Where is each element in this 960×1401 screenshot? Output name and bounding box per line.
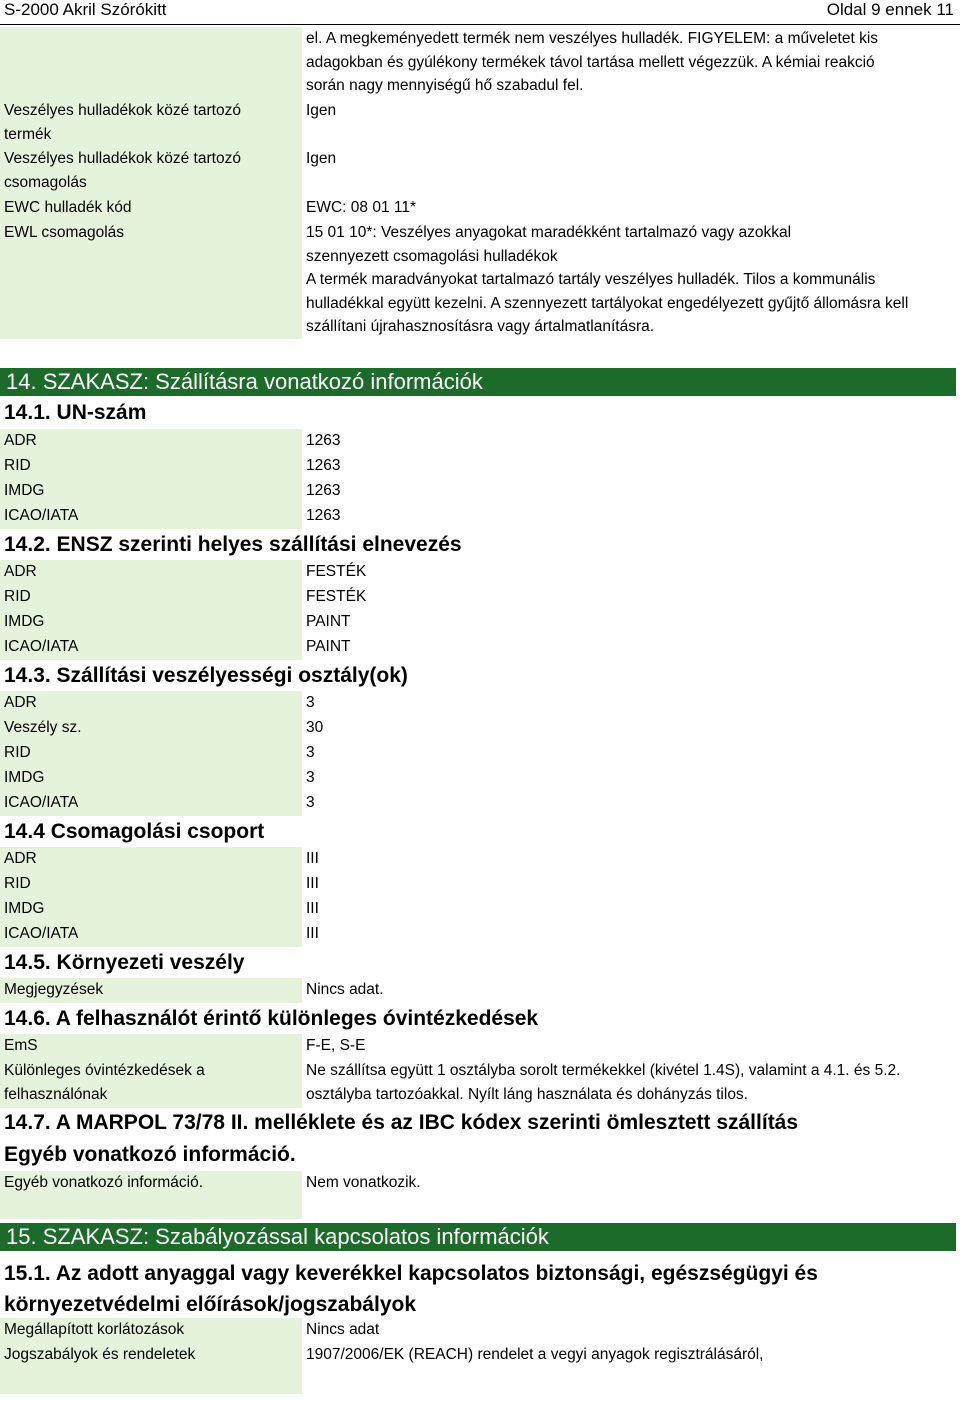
subsection-14-6-title: 14.6. A felhasználót érintő különleges óvintézkedések bbox=[4, 1007, 539, 1030]
class-adr-label: ADR bbox=[4, 694, 37, 711]
subsection-14-2-title: 14.2. ENSZ szerinti helyes szállítási elnevezés bbox=[4, 533, 462, 556]
un-adr-value: 1263 bbox=[306, 432, 341, 449]
class-imdg-value: 3 bbox=[306, 769, 315, 786]
class-icao-value: 3 bbox=[306, 794, 315, 811]
restrictions-label: Megállapított korlátozások bbox=[4, 1321, 185, 1338]
subsection-14-3-title: 14.3. Szállítási veszélyességi osztály(ok) bbox=[4, 664, 408, 687]
section-14-header bbox=[0, 368, 956, 396]
header-divider bbox=[0, 24, 960, 25]
un-icao-value: 1263 bbox=[306, 507, 341, 524]
env-remarks-value: Nincs adat. bbox=[306, 981, 384, 998]
name-rid-label: RID bbox=[4, 588, 31, 605]
un-rid-label: RID bbox=[4, 457, 31, 474]
ems-label: EmS bbox=[4, 1037, 38, 1054]
ewl-packaging-note: A termék maradványokat tartalmazó tartály veszélyes hulladék. Tilos a kommunális hulladékkal együtt kezelni. A szennyezett tartályokat engedélyezett gyűjtő állomásra kell szállítani újrahasznosításra vagy ártalmatlanításra. bbox=[306, 271, 909, 335]
subsection-14-1-title: 14.1. UN-szám bbox=[4, 401, 147, 424]
env-remarks-label: Megjegyzések bbox=[4, 981, 104, 998]
page-header bbox=[0, 0, 960, 24]
ems-value: F-E, S-E bbox=[306, 1037, 366, 1054]
un-rid-value: 1263 bbox=[306, 457, 341, 474]
pack-icao-label: ICAO/IATA bbox=[4, 925, 79, 942]
regulations-value: 1907/2006/EK (REACH) rendelet a vegyi anyagok regisztrálásáról, bbox=[306, 1346, 764, 1363]
class-rid-value: 3 bbox=[306, 744, 315, 761]
hazardous-waste-product-label: Veszélyes hulladékok közé tartozó termék bbox=[4, 102, 241, 143]
hazardous-waste-packaging-label: Veszélyes hulladékok közé tartozó csomagolás bbox=[4, 150, 241, 191]
restrictions-value: Nincs adat bbox=[306, 1321, 380, 1338]
un-icao-label: ICAO/IATA bbox=[4, 507, 79, 524]
other-info-value: Nem vonatkozik. bbox=[306, 1174, 421, 1191]
section-15-title: 15. SZAKASZ: Szabályozással kapcsolatos információk bbox=[6, 1224, 549, 1249]
waste-notes: el. A megkeményedett termék nem veszélyes hulladék. FIGYELEM: a műveletet kis adagokban és gyúlékony termékek távol tartása mellett végezzük. A kémiai reakció során nagy mennyiségű hő szabadul fel. bbox=[306, 30, 879, 94]
other-info-title: Egyéb vonatkozó információ. bbox=[4, 1143, 296, 1166]
class-adr-value: 3 bbox=[306, 694, 315, 711]
un-adr-label: ADR bbox=[4, 432, 37, 449]
pack-adr-label: ADR bbox=[4, 850, 37, 867]
other-info-label: Egyéb vonatkozó információ. bbox=[4, 1174, 204, 1191]
page-number: Oldal 9 ennek 11 bbox=[826, 0, 954, 19]
un-imdg-value: 1263 bbox=[306, 482, 341, 499]
document-title: S-2000 Akril Szórókitt bbox=[4, 0, 167, 19]
class-hazard-no-value: 30 bbox=[306, 719, 324, 736]
class-imdg-label: IMDG bbox=[4, 769, 45, 786]
ewl-packaging-label: EWL csomagolás bbox=[4, 224, 125, 241]
special-precautions-label: Különleges óvintézkedések a felhasználónak bbox=[4, 1062, 205, 1103]
name-icao-label: ICAO/IATA bbox=[4, 638, 79, 655]
pack-icao-value: III bbox=[306, 925, 319, 942]
pack-imdg-label: IMDG bbox=[4, 900, 45, 917]
ewc-code-value: EWC: 08 01 11* bbox=[306, 199, 416, 216]
subsection-15-1-title: 15.1. Az adott anyaggal vagy keverékkel kapcsolatos biztonsági, egészségügyi és környezetvédelmi előírások/jogszabályok bbox=[4, 1262, 818, 1316]
name-imdg-label: IMDG bbox=[4, 613, 45, 630]
name-icao-value: PAINT bbox=[306, 638, 351, 655]
pack-imdg-value: III bbox=[306, 900, 319, 917]
section-14-title: 14. SZAKASZ: Szállításra vonatkozó információk bbox=[6, 369, 483, 394]
ewl-packaging-value: 15 01 10*: Veszélyes anyagokat maradékként tartalmazó vagy azokkal szennyezett csomagolási hulladékok bbox=[306, 224, 792, 265]
name-adr-label: ADR bbox=[4, 563, 37, 580]
class-rid-label: RID bbox=[4, 744, 31, 761]
regulations-label: Jogszabályok és rendeletek bbox=[4, 1346, 196, 1363]
section-15-header bbox=[0, 1223, 956, 1251]
class-icao-label: ICAO/IATA bbox=[4, 794, 79, 811]
hazardous-waste-packaging-value: Igen bbox=[306, 150, 337, 167]
name-adr-value: FESTÉK bbox=[306, 563, 367, 580]
hazardous-waste-product-value: Igen bbox=[306, 102, 337, 119]
pack-rid-value: III bbox=[306, 875, 319, 892]
subsection-14-7-title: 14.7. A MARPOL 73/78 II. melléklete és az IBC kódex szerinti ömlesztett szállítás bbox=[4, 1111, 799, 1134]
name-imdg-value: PAINT bbox=[306, 613, 351, 630]
ewc-code-label: EWC hulladék kód bbox=[4, 199, 132, 216]
subsection-14-4-title: 14.4 Csomagolási csoport bbox=[4, 820, 265, 843]
subsection-14-5-title: 14.5. Környezeti veszély bbox=[4, 951, 245, 974]
pack-adr-value: III bbox=[306, 850, 319, 867]
pack-rid-label: RID bbox=[4, 875, 31, 892]
un-imdg-label: IMDG bbox=[4, 482, 45, 499]
special-precautions-value: Ne szállítsa együtt 1 osztályba sorolt termékekkel (kivétel 1.4S), valamint a 4.1. és 5.2. osztályba tartozóakkal. Nyílt láng használata és dohányzás tilos. bbox=[306, 1062, 901, 1103]
name-rid-value: FESTÉK bbox=[306, 588, 367, 605]
class-hazard-no-label: Veszély sz. bbox=[4, 719, 82, 736]
